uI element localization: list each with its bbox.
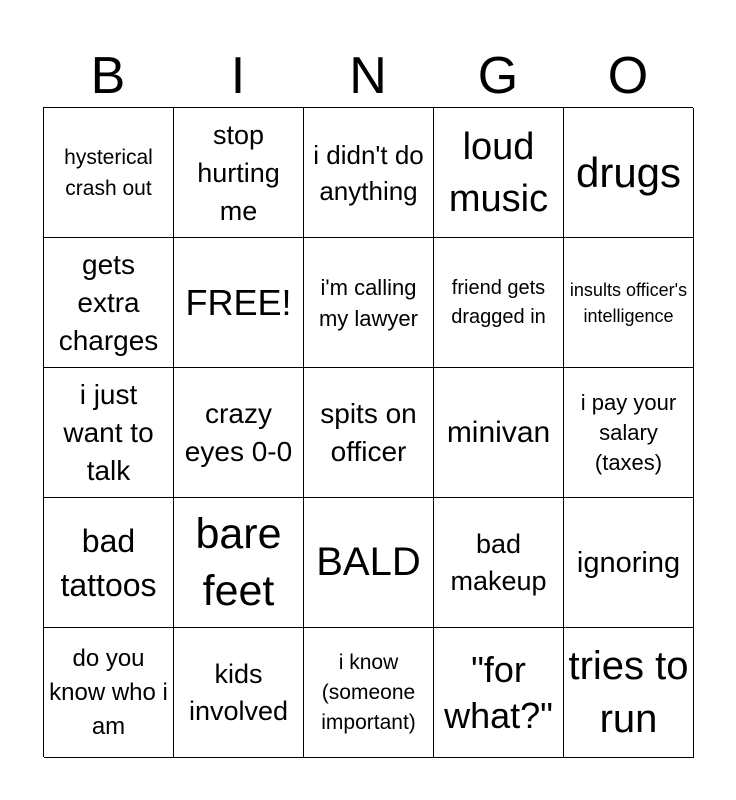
bingo-cell-r4c3[interactable] <box>304 498 434 628</box>
bingo-cell-r5c1[interactable] <box>44 628 174 758</box>
bingo-cell-label: crazy eyes 0-0 <box>184 397 293 467</box>
bingo-cell-label: tries to run <box>568 643 689 741</box>
bingo-cell-label: i didn't do anything <box>313 139 424 206</box>
bingo-cell-label: insults officer's intelligence <box>569 279 688 326</box>
bingo-cell-r4c1[interactable] <box>44 498 174 628</box>
bingo-cell-r1c4[interactable] <box>434 108 564 238</box>
bingo-cell-r3c5[interactable] <box>564 368 694 498</box>
bingo-cell-label: ignoring <box>576 546 681 579</box>
bingo-cell-label: i just want to talk <box>63 378 154 486</box>
bingo-cell-r5c2[interactable] <box>174 628 304 758</box>
bingo-cell-r1c2[interactable] <box>174 108 304 238</box>
bingo-cell-label: i pay your salary (taxes) <box>580 389 677 475</box>
bingo-cell-label: stop hurting me <box>197 119 280 226</box>
bingo-cell-r4c5[interactable] <box>564 498 694 628</box>
bingo-header <box>43 44 693 108</box>
bingo-cell-r2c3[interactable] <box>304 238 434 368</box>
bingo-cell-r5c5[interactable] <box>564 628 694 758</box>
bingo-cell-label: i'm calling my lawyer <box>318 274 418 331</box>
bingo-cell-label: bad tattoos <box>60 522 157 603</box>
bingo-cell-r2c4[interactable] <box>434 238 564 368</box>
bingo-cell-r2c2[interactable] <box>174 238 304 368</box>
bingo-cell-r2c5[interactable] <box>564 238 694 368</box>
header-letter-n: N <box>349 47 387 105</box>
bingo-card-grid <box>43 107 693 757</box>
bingo-cell-label: i know (someone important) <box>321 650 416 734</box>
bingo-cell-r4c4[interactable] <box>434 498 564 628</box>
bingo-cell-r1c5[interactable] <box>564 108 694 238</box>
bingo-cell-label: "for what?" <box>444 648 553 736</box>
bingo-cell-label: BALD <box>316 540 421 584</box>
bingo-cell-label: minivan <box>446 415 551 449</box>
header-letter-b: B <box>90 47 126 105</box>
bingo-cell-r4c2[interactable] <box>174 498 304 628</box>
bingo-cell-r5c4[interactable] <box>434 628 564 758</box>
bingo-cell-r1c1[interactable] <box>44 108 174 238</box>
bingo-cell-label: FREE! <box>185 281 292 323</box>
bingo-cell-label: loud music <box>448 125 549 220</box>
bingo-cell-label: spits on officer <box>320 397 417 467</box>
bingo-cell-r3c3[interactable] <box>304 368 434 498</box>
header-letter-o: O <box>607 47 649 105</box>
header-letter-i: I <box>230 47 246 105</box>
bingo-cell-r3c4[interactable] <box>434 368 564 498</box>
bingo-cell-label: bad makeup <box>450 528 547 596</box>
bingo-cell-label: bare feet <box>195 509 282 615</box>
bingo-cell-r5c3[interactable] <box>304 628 434 758</box>
bingo-cell-label: friend gets dragged in <box>451 276 546 328</box>
header-letter-g: G <box>477 47 519 105</box>
bingo-cell-label: drugs <box>575 149 682 196</box>
bingo-cell-label: hysterical crash out <box>64 145 153 200</box>
bingo-cell-label: kids involved <box>188 658 289 726</box>
bingo-cell-label: gets extra charges <box>58 248 159 356</box>
bingo-cell-label: do you know who i am <box>49 644 168 740</box>
bingo-cell-r3c2[interactable] <box>174 368 304 498</box>
bingo-cell-r1c3[interactable] <box>304 108 434 238</box>
bingo-cell-r3c1[interactable] <box>44 368 174 498</box>
bingo-cell-r2c1[interactable] <box>44 238 174 368</box>
